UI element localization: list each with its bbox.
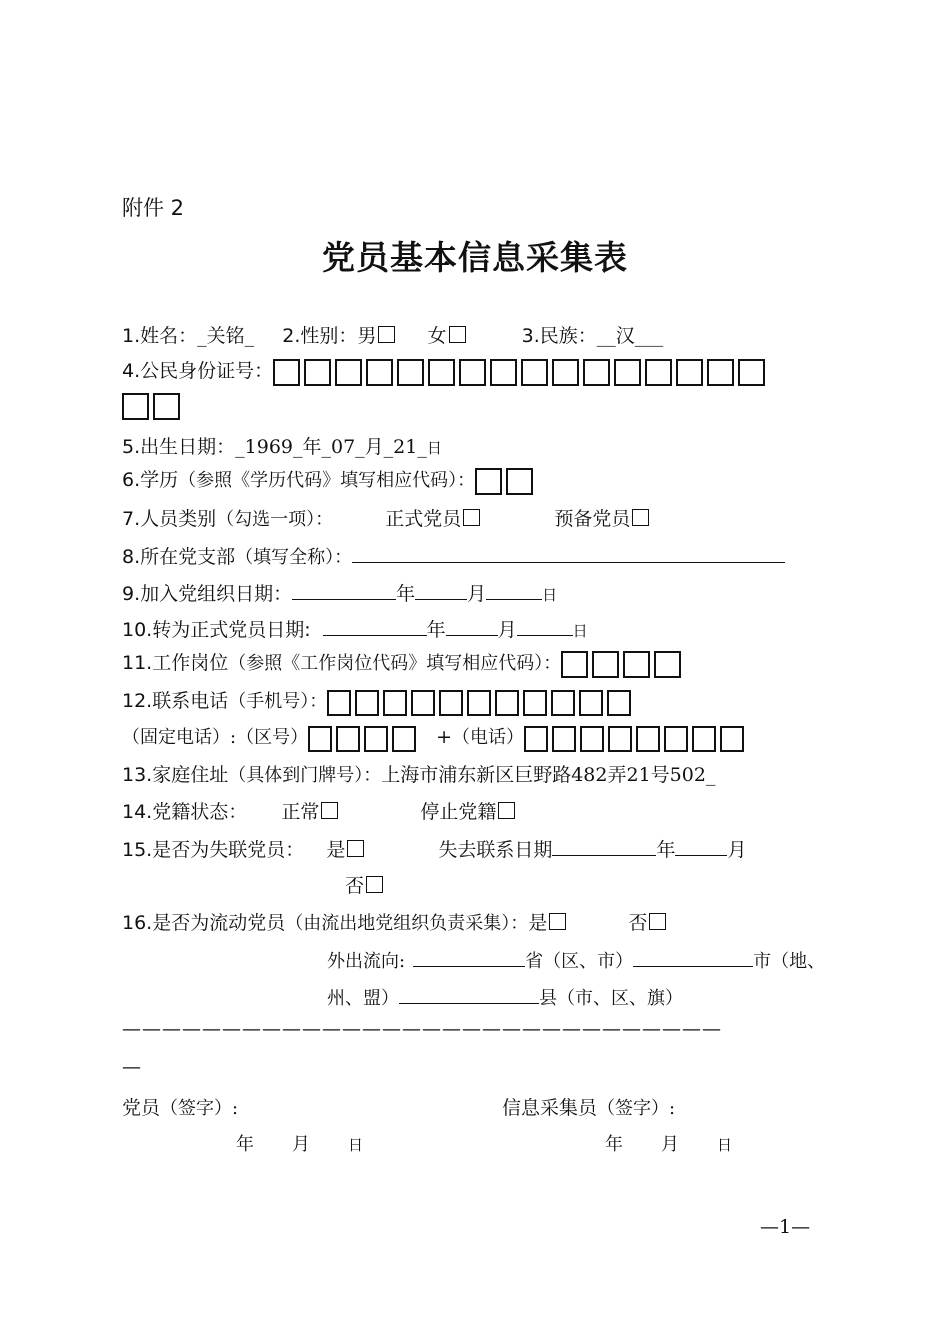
id-digit-box[interactable] [153, 393, 180, 420]
lost-month-unit: 月 [727, 839, 747, 861]
outflow-province-field[interactable] [413, 947, 525, 967]
id-digit-box[interactable] [707, 359, 734, 386]
id-number-boxes[interactable] [273, 358, 769, 386]
area-code-digit-box[interactable] [364, 726, 388, 752]
row-home-address [122, 762, 715, 789]
mobile-no-checkbox[interactable] [649, 913, 666, 930]
row-personnel-type [122, 506, 649, 533]
lost-year-unit: 年 [656, 839, 676, 861]
gender-male-checkbox[interactable] [378, 326, 395, 343]
lost-no-label: 否 [345, 875, 365, 897]
formal-month-unit: 月 [497, 619, 517, 641]
id-digit-box[interactable] [738, 359, 765, 386]
id-digit-box[interactable] [428, 359, 455, 386]
status-normal-checkbox[interactable] [321, 802, 338, 819]
province-unit: 省（区、市） [525, 951, 634, 972]
party-branch-hint: （填写全称）： [235, 547, 353, 568]
outflow-county-field[interactable] [399, 984, 539, 1004]
education-label: 6.学历 [122, 469, 179, 491]
name-value[interactable]: _关铭_ [197, 325, 255, 347]
education-code-box[interactable] [506, 468, 533, 495]
join-day-unit: 日 [542, 586, 558, 604]
id-digit-box[interactable] [490, 359, 517, 386]
id-digit-box[interactable] [583, 359, 610, 386]
gender-label: 2.性别： [282, 325, 358, 347]
join-day-field[interactable] [486, 580, 542, 600]
id-digit-box[interactable] [304, 359, 331, 386]
mobile-digit-box[interactable] [383, 690, 407, 716]
id-digit-box[interactable] [521, 359, 548, 386]
row-name-gender-ethnic [122, 323, 663, 349]
collector-sign-date [605, 1132, 732, 1158]
area-code-boxes[interactable] [308, 725, 420, 752]
formal-day-field[interactable] [517, 616, 573, 636]
id-digit-box[interactable] [397, 359, 424, 386]
landline-label: （固定电话）:（区号） [122, 727, 309, 748]
id-digit-box[interactable] [335, 359, 362, 386]
mobile-hint: （手机号）： [228, 691, 328, 712]
mobile-digit-box[interactable] [355, 690, 379, 716]
id-digit-box[interactable] [459, 359, 486, 386]
row-education [122, 467, 537, 495]
gender-male-label: 男 [357, 325, 377, 347]
mobile-digit-box[interactable] [327, 690, 351, 716]
collector-sign-day: 日 [717, 1136, 733, 1154]
phone-number-boxes[interactable] [524, 725, 748, 752]
form-title: 党员基本信息采集表 [322, 238, 628, 277]
city-unit-cont: 州、盟） [327, 988, 399, 1009]
outflow-city-field[interactable] [633, 947, 753, 967]
address-value[interactable]: 上海市浦东新区巨野路482弄21号502_ [381, 764, 716, 786]
mobile-digit-box[interactable] [411, 690, 435, 716]
phone-digit-box[interactable] [524, 726, 548, 752]
outflow-label: 外出流向: [327, 951, 406, 972]
member-sign-hint[interactable]: （签字）: [160, 1098, 239, 1119]
address-hint: （具体到门牌号）： [228, 765, 382, 786]
mobile-digit-box[interactable] [607, 690, 631, 716]
mobile-no-label: 否 [628, 912, 648, 934]
phone-digit-box[interactable] [580, 726, 604, 752]
join-month-field[interactable] [415, 580, 467, 600]
birth-date-label: 5.出生日期： [122, 436, 236, 458]
member-signature [122, 1095, 238, 1122]
ethnic-label: 3.民族： [521, 325, 597, 347]
job-code-box[interactable] [654, 651, 681, 678]
collector-sign-hint[interactable]: （签字）: [597, 1098, 676, 1119]
collector-sign-label: 信息采集员 [502, 1097, 598, 1119]
gender-female-label: 女 [427, 325, 447, 347]
phone-number-label: （电话） [452, 727, 525, 748]
row-id-number [122, 358, 769, 386]
probationary-member-label: 预备党员 [554, 508, 631, 530]
job-position-code-boxes[interactable] [561, 650, 685, 678]
lost-date-label: 失去联系日期 [438, 839, 553, 861]
formal-day-unit: 日 [572, 622, 588, 640]
plus-sign: + [436, 726, 453, 748]
row-join-date [122, 580, 557, 608]
area-code-digit-box[interactable] [336, 726, 360, 752]
phone-digit-box[interactable] [664, 726, 688, 752]
mobile-digit-box[interactable] [579, 690, 603, 716]
phone-digit-box[interactable] [608, 726, 632, 752]
party-branch-label: 8.所在党支部 [122, 546, 236, 568]
county-unit: 县（市、区、旗） [539, 988, 683, 1009]
mobile-yes-label: 是 [528, 912, 548, 934]
collector-sign-year: 年 [605, 1134, 623, 1155]
mobile-digit-box[interactable] [467, 690, 491, 716]
member-sign-date [236, 1132, 363, 1158]
row-formal-date [122, 616, 588, 644]
row-mobile-member [122, 910, 666, 937]
collector-signature [502, 1095, 675, 1122]
formal-year-unit: 年 [426, 619, 446, 641]
row-lost-no [345, 873, 383, 899]
job-code-box[interactable] [561, 651, 588, 678]
member-sign-year: 年 [236, 1134, 254, 1155]
lost-month-field[interactable] [675, 836, 727, 856]
id-digit-box[interactable] [273, 359, 300, 386]
lost-contact-label: 15.是否为失联党员： [122, 839, 305, 861]
mobile-digit-box[interactable] [551, 690, 575, 716]
lost-no-checkbox[interactable] [366, 876, 383, 893]
join-month-unit: 月 [467, 583, 487, 605]
phone-digit-box[interactable] [720, 726, 744, 752]
id-digit-box[interactable] [614, 359, 641, 386]
lost-yes-checkbox[interactable] [347, 840, 364, 857]
row-lost-contact [122, 836, 746, 863]
row-outflow [327, 947, 825, 975]
phone-digit-box[interactable] [636, 726, 660, 752]
birth-day-unit: 日 [426, 439, 442, 457]
row-outflow-cont [327, 984, 683, 1012]
collector-sign-month: 月 [661, 1134, 679, 1155]
party-branch-field[interactable] [352, 543, 785, 563]
status-normal-label: 正常 [281, 801, 320, 823]
education-hint: （参照《学历代码》填写相应代码）： [178, 470, 476, 491]
address-label: 13.家庭住址 [122, 764, 229, 786]
formal-date-label: 10.转为正式党员日期: [122, 619, 311, 641]
id-digit-box[interactable] [366, 359, 393, 386]
join-year-field[interactable] [292, 580, 396, 600]
ethnic-value[interactable]: __汉___ [596, 325, 664, 347]
mobile-digit-box[interactable] [523, 690, 547, 716]
mobile-digit-box[interactable] [439, 690, 463, 716]
member-sign-month: 月 [292, 1134, 310, 1155]
row-mobile-phone [122, 688, 635, 716]
job-code-box[interactable] [623, 651, 650, 678]
lost-yes-label: 是 [326, 839, 346, 861]
birth-date-value[interactable]: _1969_年_07_月_21_ [235, 436, 427, 458]
personnel-type-label: 7.人员类别 [122, 508, 217, 530]
separator-line-end: — [122, 1056, 142, 1078]
area-code-digit-box[interactable] [308, 726, 332, 752]
job-position-label: 11.工作岗位 [122, 652, 229, 674]
phone-digit-box[interactable] [552, 726, 576, 752]
phone-label: 12.联系电话 [122, 690, 229, 712]
row-landline [122, 724, 748, 752]
education-code-boxes[interactable] [475, 467, 537, 495]
formal-member-label: 正式党员 [385, 508, 462, 530]
attachment-label: 附件 2 [122, 196, 185, 220]
page-number: —1— [760, 1216, 811, 1238]
name-label: 1.姓名： [122, 325, 198, 347]
join-date-label: 9.加入党组织日期： [122, 583, 293, 605]
member-sign-day: 日 [348, 1136, 364, 1154]
mobile-member-hint: （由流出地党组织负责采集）： [285, 913, 529, 934]
id-number-boxes-continued[interactable] [122, 392, 184, 420]
status-stopped-label: 停止党籍 [420, 801, 497, 823]
formal-month-field[interactable] [446, 616, 498, 636]
area-code-digit-box[interactable] [392, 726, 416, 752]
id-label: 4.公民身份证号： [122, 360, 274, 382]
row-job-position [122, 650, 685, 678]
job-code-box[interactable] [592, 651, 619, 678]
id-digit-box[interactable] [122, 393, 149, 420]
education-code-box[interactable] [475, 468, 502, 495]
id-digit-box[interactable] [645, 359, 672, 386]
formal-member-checkbox[interactable] [463, 509, 480, 526]
separator-line: —————————————————————————————— [122, 1018, 722, 1040]
status-stopped-checkbox[interactable] [498, 802, 515, 819]
personnel-type-hint: （勾选一项）： [216, 509, 334, 530]
member-sign-label: 党员 [122, 1097, 161, 1119]
gender-female-checkbox[interactable] [449, 326, 466, 343]
id-digit-box[interactable] [676, 359, 703, 386]
mobile-number-boxes[interactable] [327, 689, 635, 716]
mobile-yes-checkbox[interactable] [549, 913, 566, 930]
probationary-member-checkbox[interactable] [632, 509, 649, 526]
city-unit: 市（地、 [753, 951, 826, 972]
party-status-label: 14.党籍状态： [122, 801, 248, 823]
row-birth-date [122, 434, 442, 461]
row-party-status [122, 799, 515, 825]
row-id-number-cont [122, 392, 184, 420]
id-digit-box[interactable] [552, 359, 579, 386]
join-year-unit: 年 [396, 583, 416, 605]
mobile-member-label: 16.是否为流动党员 [122, 912, 286, 934]
job-position-hint: （参照《工作岗位代码》填写相应代码）： [228, 653, 562, 674]
row-party-branch [122, 543, 785, 571]
mobile-digit-box[interactable] [495, 690, 519, 716]
phone-digit-box[interactable] [692, 726, 716, 752]
lost-year-field[interactable] [552, 836, 656, 856]
formal-year-field[interactable] [323, 616, 427, 636]
